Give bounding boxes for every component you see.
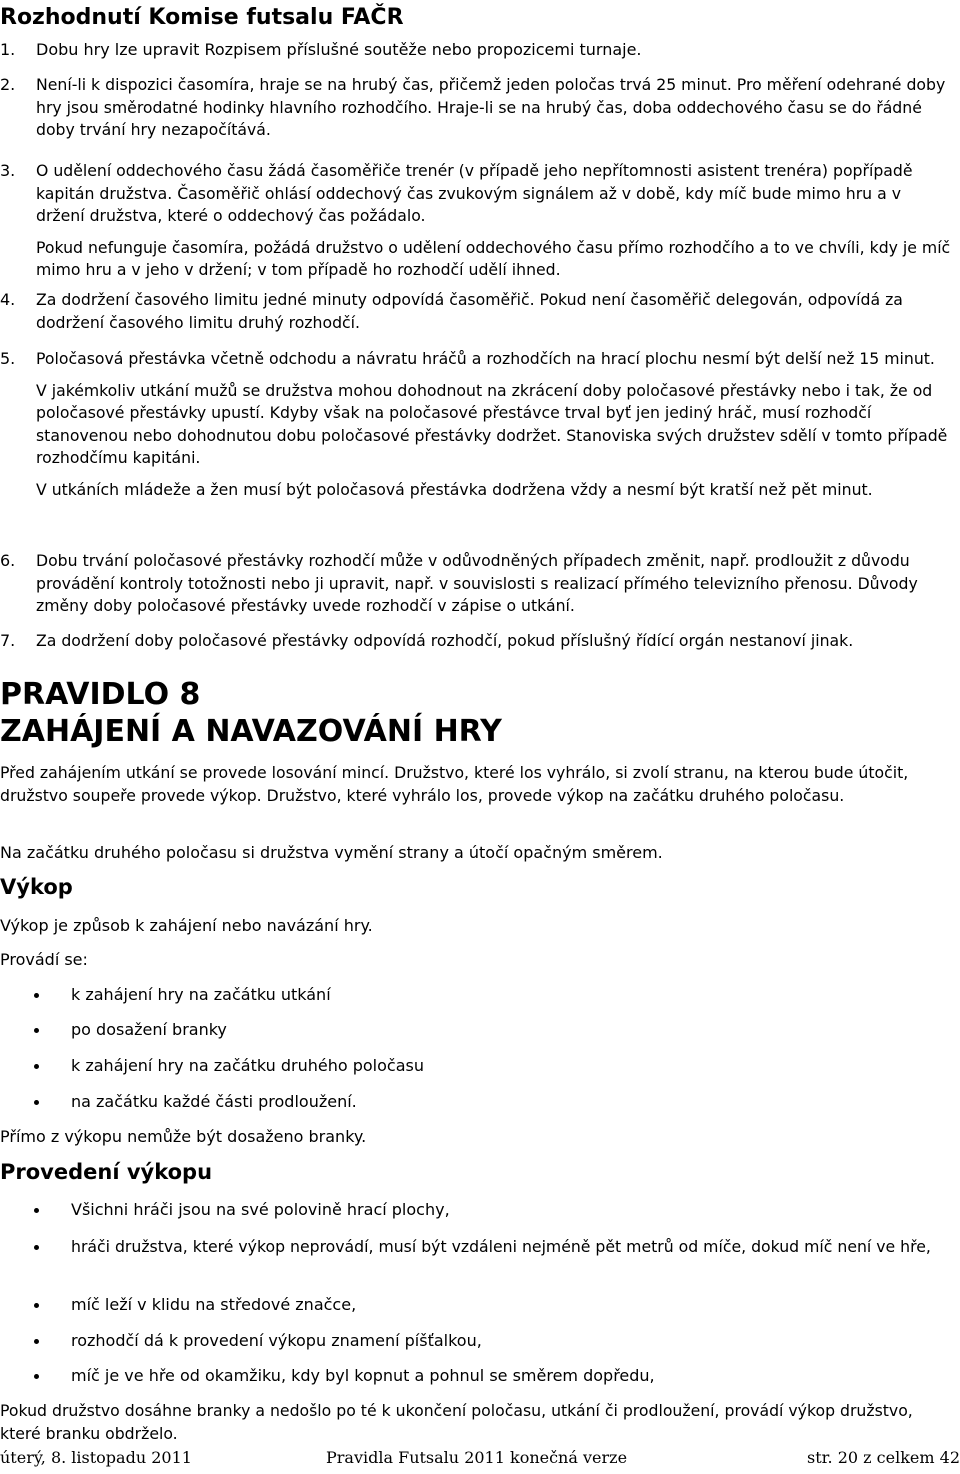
rule-heading — [0, 676, 502, 750]
bullet-icon — [34, 1028, 39, 1033]
rule-item-1 — [0, 39, 960, 62]
rule-paragraph: Za dodržení časového limitu jedné minuty odpovídá časoměřič. Pokud není časoměřič delegován, odpovídá za dodržení časového limitu druhý rozhodčí. — [36, 290, 903, 332]
bullet-icon — [34, 1374, 39, 1379]
bullet-text: k zahájení hry na začátku druhého poločasu — [71, 1056, 424, 1075]
section-heading: Rozhodnutí Komise futsalu FAČR — [0, 5, 404, 30]
rule-paragraph: Dobu hry lze upravit Rozpisem příslušné soutěže nebo propozicemi turnaje. — [36, 40, 642, 59]
intro-paragraph-1: Před zahájením utkání se provede losování mincí. Družstvo, které los vyhrálo, si zvolí stranu, na kterou bude útočit, družstvo soupeře provede výkop. Družstvo, které vyhrálo los, provede výkop na začátku druhého poločasu. — [0, 763, 909, 805]
kickoff-heading: Výkop — [0, 875, 73, 899]
bullet-text: na začátku každé části prodloužení. — [71, 1092, 357, 1111]
rule-paragraph: Za dodržení doby poločasové přestávky odpovídá rozhodčí, pokud příslušný řídící orgán nestanoví jinak. — [36, 631, 854, 650]
list-item — [71, 1091, 357, 1114]
rule-item-3 — [0, 160, 960, 282]
rule-number: 7. — [0, 631, 16, 650]
rule-paragraph: Není-li k dispozici časomíra, hraje se na hrubý čas, přičemž jeden poločas trvá 25 minut. Pro měření odehrané doby hry jsou směrodatné hodinky hlavního rozhodčího. Hraje-li se na hrubý čas, doba oddechového času se do řádné doby trvání hry nezapočítává. — [36, 75, 946, 139]
rule-item-4 — [0, 289, 960, 334]
rule-number: 4. — [0, 290, 16, 309]
rule-item-6 — [0, 550, 960, 618]
rule-paragraph: V jakémkoliv utkání mužů se družstva mohou dohodnout na zkrácení doby poločasové přestávky nebo i tak, že od poločasové přestávky upustí. Kdyby však na poločasové přestávce trval byť jen jediný hráč, musí rozhodčí stanovenou nebo dohodnutou dobu poločasové přestávky dodržet. Stanoviska svých družstev sdělí v tomto případě rozhodčímu kapitáni. — [36, 380, 948, 467]
list-item — [71, 1199, 951, 1222]
bullet-text: míč leží v klidu na středové značce, — [71, 1295, 357, 1314]
kickoff-performed-label: Provádí se: — [0, 950, 88, 969]
rule-number: 3. — [0, 161, 16, 180]
bullet-icon — [34, 993, 39, 998]
bullet-icon — [34, 1339, 39, 1344]
list-item — [71, 1236, 955, 1259]
footer-page-number: str. 20 z celkem 42 — [807, 1448, 960, 1467]
list-item — [71, 1055, 424, 1078]
rule-item-2 — [0, 74, 960, 142]
kickoff-note: Přímo z výkopu nemůže být dosaženo branky. — [0, 1127, 367, 1146]
rule-heading-title: ZAHÁJENÍ A NAVAZOVÁNÍ HRY — [0, 714, 502, 749]
bullet-icon — [34, 1064, 39, 1069]
bullet-text: po dosažení branky — [71, 1020, 227, 1039]
rule-item-5 — [0, 348, 960, 501]
rule-item-7 — [0, 630, 960, 653]
rule-number: 2. — [0, 75, 16, 94]
kickoff-definition: Výkop je způsob k zahájení nebo navázání hry. — [0, 916, 373, 935]
rule-paragraph: Poločasová přestávka včetně odchodu a návratu hráčů a rozhodčích na hrací plochu nesmí být delší než 15 minut. — [36, 349, 935, 368]
list-item — [71, 1294, 951, 1317]
bullet-icon — [34, 1100, 39, 1105]
rule-number: 1. — [0, 40, 16, 59]
list-item — [71, 1365, 951, 1388]
rule-number: 6. — [0, 551, 16, 570]
bullet-icon — [34, 1303, 39, 1308]
rule-paragraph: Dobu trvání poločasové přestávky rozhodčí může v odůvodněných případech změnit, např. prodloužit z důvodu provádění kontroly totožnosti nebo ji upravit, např. v souvislosti s realizací přímého televizního přenosu. Důvody změny doby poločasové přestávky uvede rozhodčí v zápise o utkání. — [36, 551, 918, 615]
list-item — [71, 1019, 227, 1042]
bullet-icon — [34, 1245, 39, 1250]
list-item — [71, 1330, 951, 1353]
bullet-text: k zahájení hry na začátku utkání — [71, 985, 331, 1004]
procedure-closing: Pokud družstvo dosáhne branky a nedošlo po té k ukončení poločasu, utkání či prodloužení, provádí výkop družstvo, které branku obdrželo. — [0, 1401, 913, 1443]
footer-date: úterý, 8. listopadu 2011 — [0, 1448, 192, 1467]
bullet-text: rozhodčí dá k provedení výkopu znamení píšťalkou, — [71, 1331, 482, 1350]
rule-paragraph: Pokud nefunguje časomíra, požádá družstvo o udělení oddechového času přímo rozhodčího a to ve chvíli, kdy je míč mimo hru a v jeho v držení; v tom případě ho rozhodčí udělí ihned. — [36, 237, 951, 279]
rule-paragraph: O udělení oddechového času žádá časoměřiče trenér (v případě jeho nepřítomnosti asistent trenéra) popřípadě kapitán družstva. Časoměřič ohlásí oddechový čas zvukovým signálem až v době, kdy míč bude mimo hru a v držení družstva, které o oddechový čas požádalo. — [36, 161, 913, 225]
list-item — [71, 984, 331, 1007]
bullet-text: míč je ve hře od okamžiku, kdy byl kopnut a pohnul se směrem dopředu, — [71, 1366, 655, 1385]
bullet-text: hráči družstva, které výkop neprovádí, musí být vzdáleni nejméně pět metrů od míče, dokud míč není ve hře, — [71, 1237, 931, 1256]
procedure-heading: Provedení výkopu — [0, 1160, 213, 1184]
bullet-text: Všichni hráči jsou na své polovině hrací plochy, — [71, 1200, 450, 1219]
rule-number: 5. — [0, 349, 16, 368]
bullet-icon — [34, 1208, 39, 1213]
rule-paragraph: V utkáních mládeže a žen musí být poločasová přestávka dodržena vždy a nesmí být kratší než pět minut. — [36, 479, 873, 499]
intro-paragraph-2: Na začátku druhého poločasu si družstva vymění strany a útočí opačným směrem. — [0, 843, 663, 862]
rule-heading-number: PRAVIDLO 8 — [0, 677, 201, 712]
footer-document-title: Pravidla Futsalu 2011 konečná verze — [326, 1448, 628, 1467]
